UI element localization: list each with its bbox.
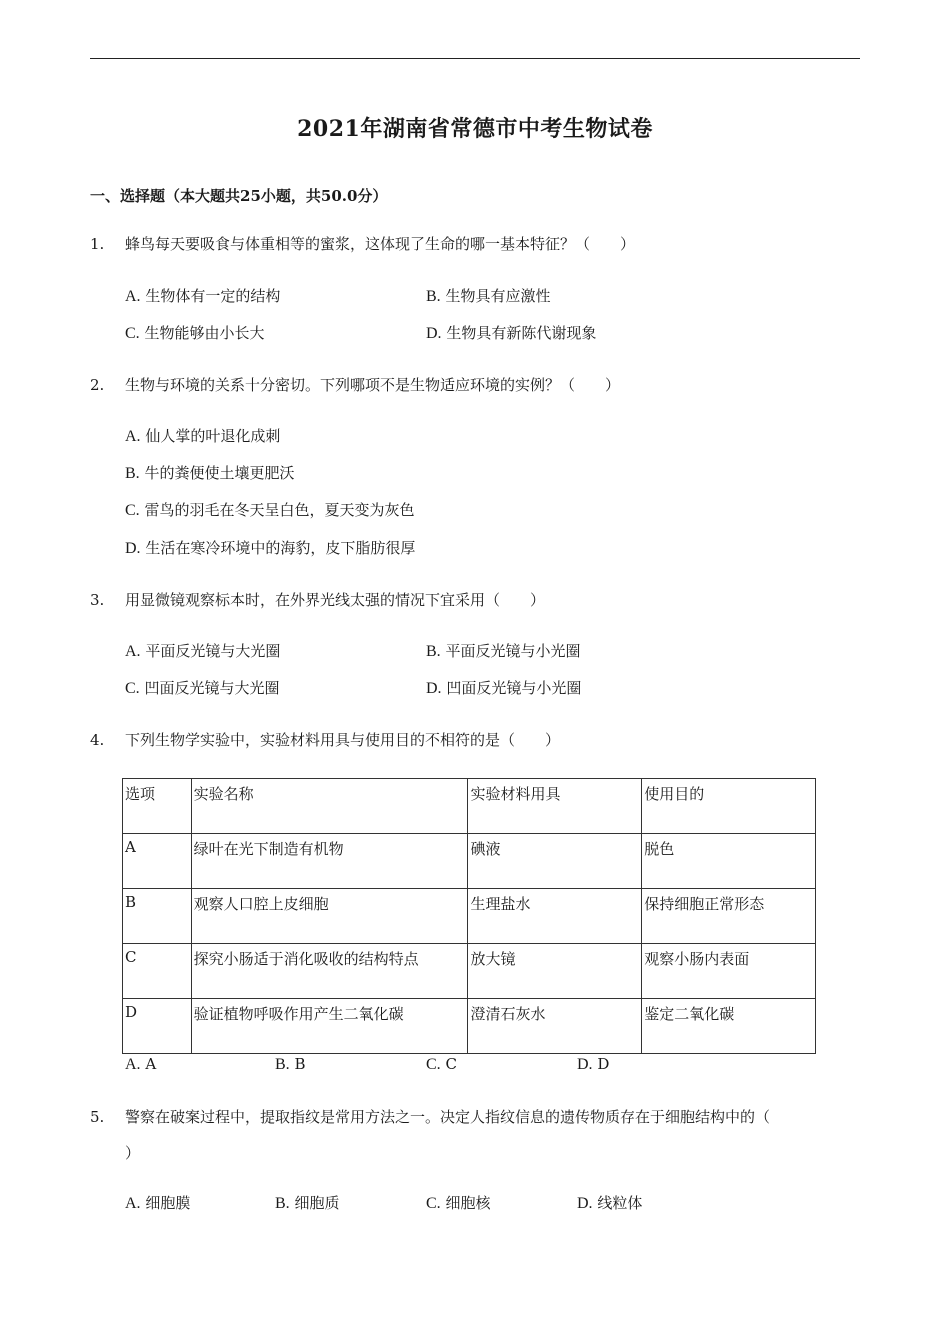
- question-3: [90, 589, 860, 611]
- question-1: [90, 233, 860, 255]
- question-number: 5.: [90, 1108, 105, 1126]
- q2-option-a[interactable]: A. 仙人掌的叶退化成刺: [125, 427, 281, 445]
- question-text: 用显微镜观察标本时，在外界光线太强的情况下宜采用（ ）: [125, 591, 546, 609]
- table-header-cell: 使用目的: [642, 779, 816, 834]
- table-cell: C: [123, 944, 192, 999]
- question-number: 1.: [90, 235, 105, 253]
- question-text: 生物与环境的关系十分密切。下列哪项不是生物适应环境的实例？（ ）: [125, 376, 621, 394]
- q5-option-a[interactable]: A. 细胞膜: [125, 1194, 191, 1212]
- question-2: [90, 374, 860, 396]
- page-title: 2021年湖南省常德市中考生物试卷: [297, 116, 653, 142]
- q3-option-d[interactable]: D. 凹面反光镜与小光圈: [426, 679, 582, 697]
- q1-option-a[interactable]: A. 生物体有一定的结构: [125, 287, 281, 305]
- question-text: 蜂鸟每天要吸食与体重相等的蜜浆，这体现了生命的哪一基本特征？（ ）: [125, 235, 636, 253]
- q4-option-c[interactable]: C. C: [426, 1055, 457, 1073]
- table-cell: 验证植物呼吸作用产生二氧化碳: [191, 999, 468, 1054]
- table-cell: 鉴定二氧化碳: [642, 999, 816, 1054]
- table-cell: 观察小肠内表面: [642, 944, 816, 999]
- table-header-cell: 实验材料用具: [468, 779, 642, 834]
- table-cell: 观察人口腔上皮细胞: [191, 889, 468, 944]
- question-text: 警察在破案过程中，提取指纹是常用方法之一。决定人指纹信息的遗传物质存在于细胞结构中的（: [125, 1108, 771, 1126]
- q4-option-a[interactable]: A. A: [125, 1055, 157, 1073]
- table-row: [123, 944, 816, 999]
- question-number: 4.: [90, 731, 105, 749]
- table-cell: D: [123, 999, 192, 1054]
- table-cell: 探究小肠适于消化吸收的结构特点: [191, 944, 468, 999]
- table-cell: A: [123, 834, 192, 889]
- top-rule: [90, 58, 860, 59]
- q5-option-d[interactable]: D. 线粒体: [577, 1194, 643, 1212]
- q3-option-a[interactable]: A. 平面反光镜与大光圈: [125, 642, 281, 660]
- q1-option-d[interactable]: D. 生物具有新陈代谢现象: [426, 324, 597, 342]
- q1-option-b[interactable]: B. 生物具有应激性: [426, 287, 551, 305]
- q5-option-b[interactable]: B. 细胞质: [275, 1194, 340, 1212]
- table-cell: 保持细胞正常形态: [642, 889, 816, 944]
- question-number: 2.: [90, 376, 105, 394]
- table-cell: 放大镜: [468, 944, 642, 999]
- q1-option-c[interactable]: C. 生物能够由小长大: [125, 324, 265, 342]
- table-header-cell: 选项: [123, 779, 192, 834]
- question-5: [90, 1106, 860, 1128]
- table-cell: B: [123, 889, 192, 944]
- question-number: 3.: [90, 591, 105, 609]
- table-header-cell: 实验名称: [191, 779, 468, 834]
- q2-option-b[interactable]: B. 牛的粪便使土壤更肥沃: [125, 464, 295, 482]
- q2-option-c[interactable]: C. 雷鸟的羽毛在冬天呈白色，夏天变为灰色: [125, 501, 415, 519]
- table-cell: 碘液: [468, 834, 642, 889]
- table-row: [123, 889, 816, 944]
- table-header-row: [123, 779, 816, 834]
- q2-option-d[interactable]: D. 生活在寒冷环境中的海豹，皮下脂肪很厚: [125, 539, 416, 557]
- experiment-table: [122, 778, 816, 1054]
- question-4: [90, 729, 860, 751]
- question-text: 下列生物学实验中，实验材料用具与使用目的不相符的是（ ）: [125, 731, 561, 749]
- table-cell: 澄清石灰水: [468, 999, 642, 1054]
- q4-option-b[interactable]: B. B: [275, 1055, 306, 1073]
- section-header: 一、选择题（本大题共25小题，共50.0分）: [90, 187, 388, 205]
- q3-option-c[interactable]: C. 凹面反光镜与大光圈: [125, 679, 280, 697]
- table-row: [123, 834, 816, 889]
- q3-option-b[interactable]: B. 平面反光镜与小光圈: [426, 642, 581, 660]
- q5-option-c[interactable]: C. 细胞核: [426, 1194, 491, 1212]
- q4-option-d[interactable]: D. D: [577, 1055, 610, 1073]
- table-row: [123, 999, 816, 1054]
- question-text-continuation: ）: [125, 1144, 141, 1162]
- table-cell: 脱色: [642, 834, 816, 889]
- table-cell: 绿叶在光下制造有机物: [191, 834, 468, 889]
- table-cell: 生理盐水: [468, 889, 642, 944]
